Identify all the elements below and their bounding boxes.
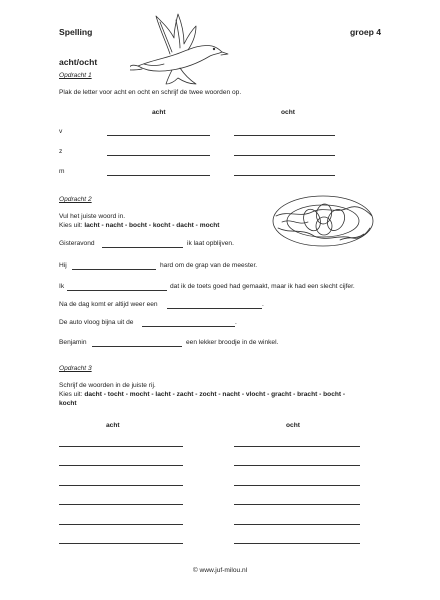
ocht-word-line[interactable]: [234, 465, 360, 466]
letter-v: v: [59, 128, 63, 135]
ocht-word-line[interactable]: [234, 543, 360, 544]
letter-m: m: [59, 168, 65, 175]
acht-word-line[interactable]: [59, 524, 183, 525]
sentence-4-end: .: [262, 301, 264, 308]
sentence-5-blank[interactable]: [142, 326, 235, 327]
worksheet-title: Spelling: [59, 27, 93, 37]
sentence-3-blank[interactable]: [67, 290, 167, 291]
sentence-5-end: .: [235, 319, 237, 326]
opdracht3-choices-line2: kocht: [59, 400, 77, 407]
ocht-word-line[interactable]: [234, 485, 360, 486]
sentence-6-end: een lekker broodje in de winkel.: [186, 339, 279, 346]
opdracht1-col-ocht: ocht: [281, 109, 295, 116]
sentence-6-blank[interactable]: [92, 346, 182, 347]
sentence-2-end: hard om de grap van de meester.: [160, 262, 258, 269]
worksheet-subtitle: acht/ocht: [59, 57, 98, 67]
opdracht3-col-ocht: ocht: [286, 422, 300, 429]
opdracht2-heading: Opdracht 2: [59, 196, 92, 203]
acht-word-line[interactable]: [59, 504, 183, 505]
sentence-5-start: De auto vloog bijna uit de: [59, 319, 134, 326]
letter-z: z: [59, 148, 63, 155]
choice-words: lacht - nacht - bocht - kocht - dacht - mocht: [84, 222, 220, 229]
opdracht1-heading: Opdracht 1: [59, 72, 92, 79]
opdracht2-choices: [59, 222, 219, 230]
footer-copyright: © www.juf-milou.nl: [192, 567, 248, 574]
acht-word-line[interactable]: [59, 543, 183, 544]
sentence-1-start: Gisteravond: [59, 240, 95, 247]
answer-line-v-ocht[interactable]: [234, 135, 335, 136]
ocht-word-line[interactable]: [234, 524, 360, 525]
kies-uit-label: Kies uit:: [59, 222, 83, 229]
bird-illustration: [130, 8, 230, 86]
opdracht1-instruction: Plak de letter voor acht en ocht en schrijf de twee woorden op.: [59, 89, 242, 96]
sentence-4-start: Na de dag komt er altijd weer een: [59, 301, 158, 308]
kies-uit-label: Kies uit:: [59, 391, 83, 398]
acht-word-line[interactable]: [59, 446, 183, 447]
opdracht3-instruction: Schrijf de woorden in de juiste rij.: [59, 382, 156, 389]
answer-line-z-acht[interactable]: [107, 155, 210, 156]
sentence-1-end: ik laat opblijven.: [187, 240, 234, 247]
ocht-word-line[interactable]: [234, 504, 360, 505]
choice-words: dacht - tocht - mocht - lacht - zacht - zocht - nacht - vlocht - gracht - bracht - bocht -: [84, 391, 346, 398]
opdracht1-col-acht: acht: [152, 109, 166, 116]
answer-line-v-acht[interactable]: [107, 135, 210, 136]
acht-word-line[interactable]: [59, 465, 183, 466]
answer-line-m-ocht[interactable]: [234, 175, 335, 176]
sentence-1-blank[interactable]: [102, 247, 183, 248]
sentence-6-start: Benjamin: [59, 339, 87, 346]
opdracht2-instruction: Vul het juiste woord in.: [59, 213, 126, 220]
sentence-4-blank[interactable]: [167, 308, 262, 309]
opdracht3-choices-line1: [59, 391, 345, 399]
sentence-2-blank[interactable]: [72, 269, 156, 270]
group-label: groep 4: [350, 27, 382, 37]
nest-illustration: [268, 188, 378, 250]
sentence-2-start: Hij: [59, 262, 67, 269]
sentence-3-start: Ik: [59, 283, 65, 290]
answer-line-z-ocht[interactable]: [234, 155, 335, 156]
opdracht3-heading: Opdracht 3: [59, 365, 92, 372]
ocht-word-line[interactable]: [234, 446, 360, 447]
sentence-3-end: dat ik de toets goed had gemaakt, maar ik had een slecht cijfer.: [170, 283, 355, 290]
opdracht3-col-acht: acht: [106, 422, 120, 429]
answer-line-m-acht[interactable]: [107, 175, 210, 176]
acht-word-line[interactable]: [59, 485, 183, 486]
